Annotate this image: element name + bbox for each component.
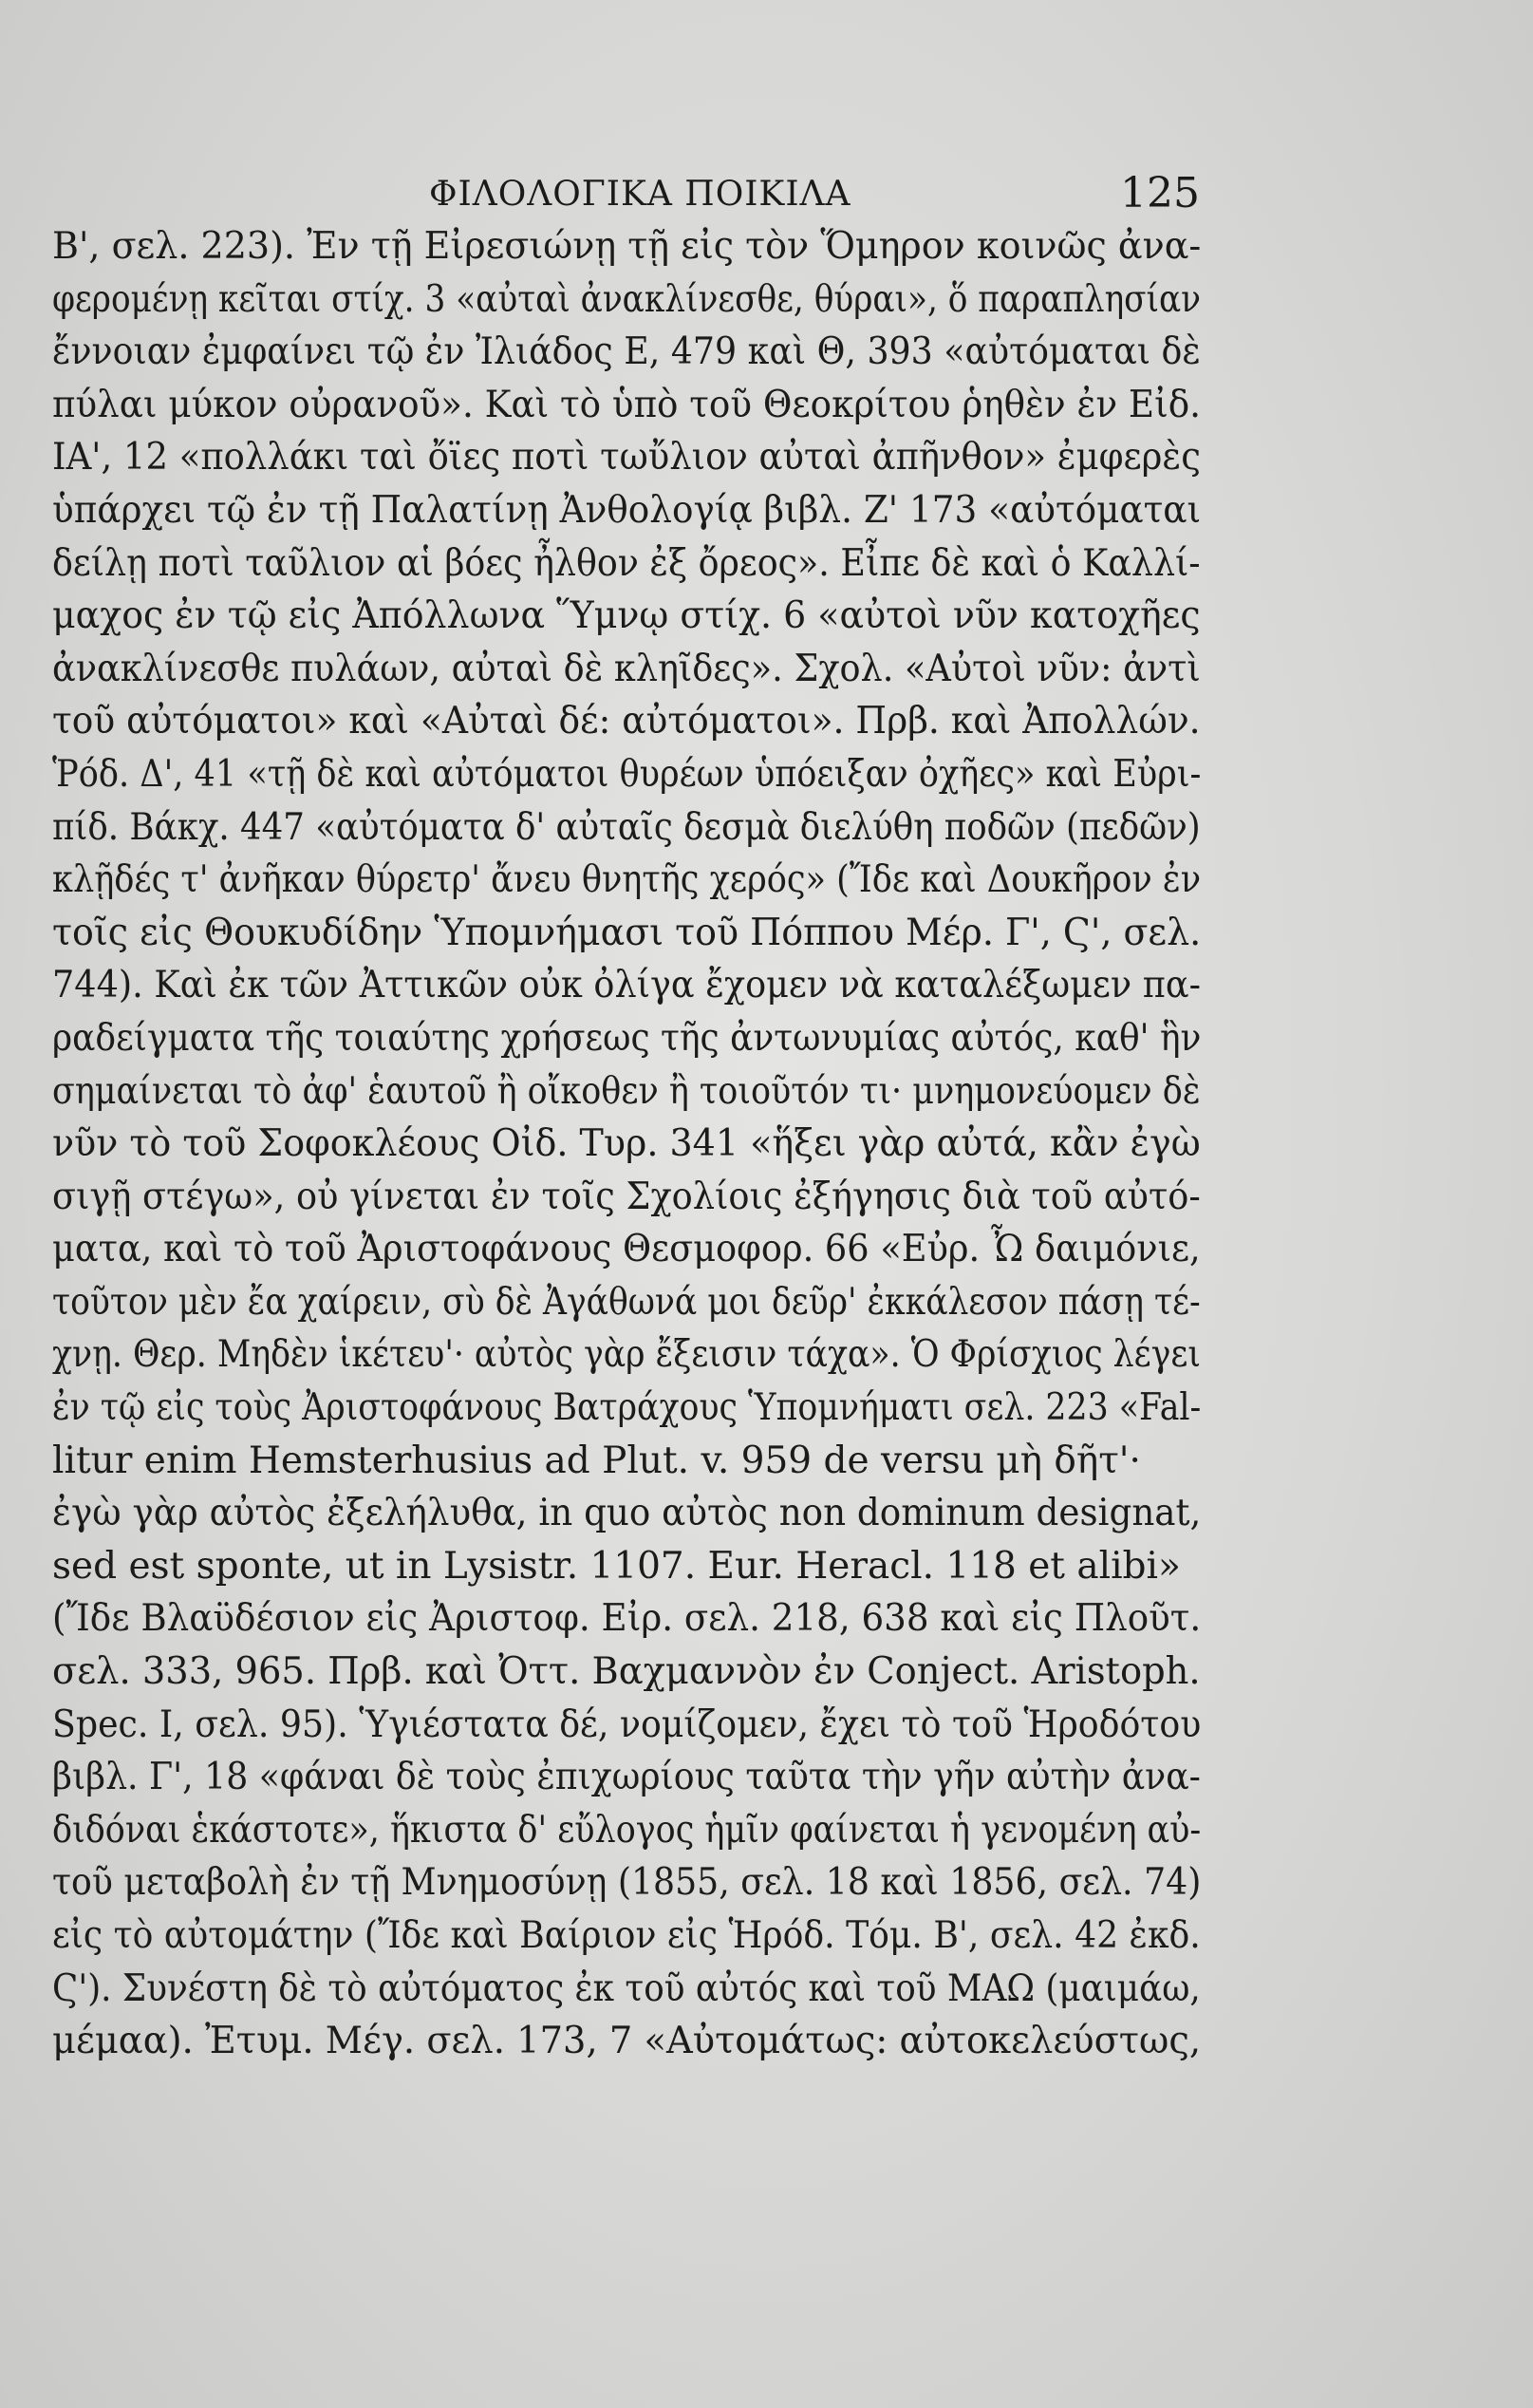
text-line: τοῦ μεταβολὴ ἐν τῇ Μνημοσύνῃ (1855, σελ. 18 καὶ 1856, σελ. 74)	[52, 1861, 1202, 1905]
text-line: σιγῇ στέγω», οὐ γίνεται ἐν τοῖς Σχολίοις ἐξήγησις διὰ τοῦ αὐτό-	[52, 1175, 1201, 1218]
text-line: τοῦτον μὲν ἔα χαίρειν, σὺ δὲ Ἀγάθωνά μοι δεῦρ' ἐκκάλεσον πάσῃ τέ-	[52, 1280, 1201, 1324]
text-line: 744). Καὶ ἐκ τῶν Ἀττικῶν οὐκ ὀλίγα ἔχομεν νὰ καταλέξωμεν πα-	[52, 964, 1201, 1007]
text-line: ματα, καὶ τὸ τοῦ Ἀριστοφάνους Θεσμοφορ. 66 «Εὐρ. Ὦ δαιμόνιε,	[52, 1228, 1201, 1271]
text-line: sed est sponte, ut in Lysistr. 1107. Eur. Heracl. 118 et alibi»	[52, 1544, 1181, 1588]
text-line: φερομένῃ κεῖται στίχ. 3 «αὐταὶ ἀνακλίνεσθε, θύραι», ὅ παραπλησίαν	[52, 277, 1202, 321]
text-line: τοῦ αὐτόματοι» καὶ «Αὐταὶ δέ: αὐτόματοι». Πρβ. καὶ Ἀπολλών.	[52, 700, 1201, 743]
text-line: ΙΑ', 12 «πολλάκι ταὶ ὄϊες ποτὶ τωὔλιον αὐταὶ ἀπῆνθον» ἐμφερὲς	[52, 436, 1201, 480]
text-line: ἐν τῷ εἰς τοὺς Ἀριστοφάνους Βατράχους Ὑπομνήματι σελ. 223 «Fal-	[52, 1386, 1202, 1430]
text-line: διδόναι ἑκάστοτε», ἥκιστα δ' εὔλογος ἡμῖν φαίνεται ἡ γενομένη αὐ-	[52, 1808, 1202, 1852]
text-line: ἔννοιαν ἐμφαίνει τῷ ἐν Ἰλιάδος Ε, 479 καὶ Θ, 393 «αὐτόμαται δὲ	[52, 330, 1201, 374]
text-line: litur enim Hemsterhusius ad Plut. v. 959 de versu μὴ δῆτ'·	[52, 1439, 1141, 1482]
text-line: Β', σελ. 223). Ἐν τῇ Εἰρεσιώνῃ τῇ εἰς τὸν Ὅμηρον κοινῶς ἀνα-	[52, 225, 1202, 268]
text-line: μαχος ἐν τῷ εἰς Ἀπόλλωνα Ὕμνῳ στίχ. 6 «αὐτοὶ νῦν κατοχῆες	[52, 594, 1201, 638]
text-line: ἐγὼ γὰρ αὐτὸς ἐξελήλυθα, in quo αὐτὸς non dominum designat,	[52, 1492, 1202, 1535]
page-header	[0, 169, 1533, 226]
text-line: νῦν τὸ τοῦ Σοφοκλέους Οἰδ. Τυρ. 341 «ἥξει γὰρ αὐτά, κἂν ἐγὼ	[52, 1122, 1201, 1166]
text-line: μέμαα). Ἐτυμ. Μέγ. σελ. 173, 7 «Αὐτομάτως: αὐτοκελεύστως,	[52, 2020, 1202, 2063]
text-line: σημαίνεται τὸ ἀφ' ἑαυτοῦ ἢ οἴκοθεν ἢ τοιοῦτόν τι· μνημονεύομεν δὲ	[52, 1069, 1201, 1113]
text-line: σελ. 333, 965. Πρβ. καὶ Ὀττ. Βαχμαννὸν ἐν Conject. Aristoph.	[52, 1650, 1201, 1694]
text-line: δείλῃ ποτὶ ταῦλιον αἱ βόες ἦλθον ἐξ ὄρεος». Εἶπε δὲ καὶ ὁ Καλλί-	[52, 541, 1201, 585]
page-number: 125	[1120, 169, 1200, 217]
text-line: Ῥόδ. Δ', 41 «τῇ δὲ καὶ αὐτόματοι θυρέων ὑπόειξαν ὀχῆες» καὶ Εὐρι-	[52, 752, 1202, 796]
text-line: βιβλ. Γ', 18 «φάναι δὲ τοὺς ἐπιχωρίους ταῦτα τὴν γῆν αὐτὴν ἀνα-	[52, 1756, 1201, 1799]
running-head: ΦΙΛΟΛΟΓΙΚΑ ΠΟΙΚΙΛΑ	[429, 175, 851, 214]
text-line: (Ἴδε Βλαϋδέσιον εἰς Ἀριστοφ. Εἰρ. σελ. 218, 638 καὶ εἰς Πλοῦτ.	[52, 1597, 1202, 1641]
text-line: τοῖς εἰς Θουκυδίδην Ὑπομνήμασι τοῦ Πόππου Μέρ. Γ', Ϛ', σελ.	[52, 911, 1202, 954]
text-line: ἀνακλίνεσθε πυλάων, αὐταὶ δὲ κληῖδες». Σχολ. «Αὐτοὶ νῦν: ἀντὶ	[52, 647, 1201, 690]
text-line: πίδ. Βάκχ. 447 «αὐτόματα δ' αὐταῖς δεσμὰ διελύθη ποδῶν (πεδῶν)	[52, 805, 1201, 849]
text-line: κλῇδές τ' ἀνῆκαν θύρετρ' ἄνευ θνητῆς χερός» (Ἴδε καὶ Δουκῆρον ἐν	[52, 858, 1202, 902]
text-line: εἰς τὸ αὐτομάτην (Ἴδε καὶ Βαίριον εἰς Ἡρόδ. Τόμ. Β', σελ. 42 ἐκδ.	[52, 1914, 1201, 1957]
body-text	[52, 220, 1201, 2068]
text-line: ὑπάρχει τῷ ἐν τῇ Παλατίνῃ Ἀνθολογίᾳ βιβλ. Ζ' 173 «αὐτόμαται	[52, 488, 1202, 532]
text-line: πύλαι μύκον οὐρανοῦ». Καὶ τὸ ὑπὸ τοῦ Θεοκρίτου ῥηθὲν ἐν Εἰδ.	[52, 383, 1201, 426]
text-line: Ϛ'). Συνέστη δὲ τὸ αὐτόματος ἐκ τοῦ αὐτός καὶ τοῦ ΜΑΩ (μαιμάω,	[52, 1966, 1201, 2010]
text-line: Spec. I, σελ. 95). Ὑγιέστατα δέ, νομίζομεν, ἔχει τὸ τοῦ Ἡροδότου	[52, 1703, 1202, 1746]
text-line: ραδείγματα τῆς τοιαύτης χρήσεως τῆς ἀντωνυμίας αὐτός, καθ' ἣν	[52, 1016, 1202, 1060]
text-line: χνῃ. Θερ. Μηδὲν ἱκέτευ'· αὐτὸς γὰρ ἔξεισιν τάχα». Ὁ Φρίσχιος λέγει	[52, 1333, 1201, 1377]
